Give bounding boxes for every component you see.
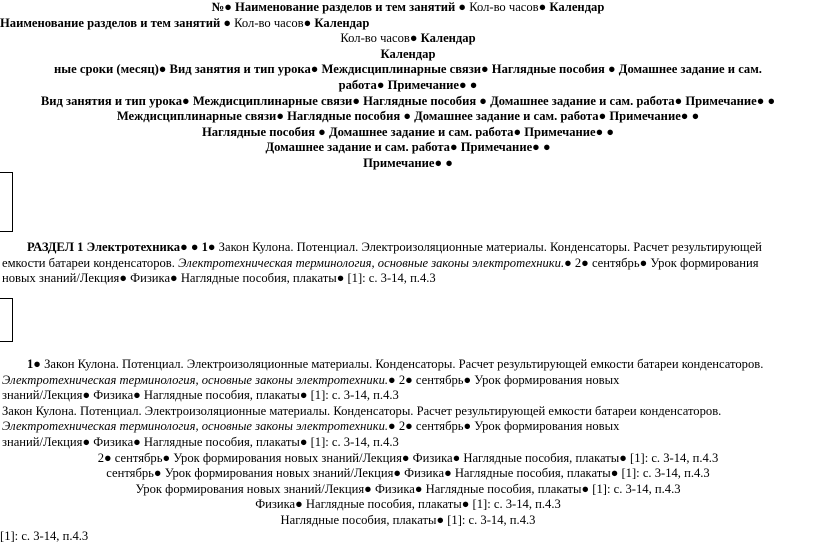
col-aids: Наглядные пособия (201, 124, 316, 139)
col-calendar: Календар (314, 15, 370, 30)
bullet-icon: ● (405, 419, 413, 434)
row-number: 1 (27, 357, 34, 371)
bullet-icon: ● (119, 271, 127, 286)
row-topic: Закон Кулона. Потенциал. Электроизоляционные материалы. Конденсаторы. Расчет результирующей емкости батареи конденсаторов. (44, 357, 764, 371)
row-aids: Наглядные пособия, плакаты (454, 466, 611, 481)
header-line-7 (0, 94, 816, 110)
row-line-8 (0, 466, 816, 482)
row-homework: [1]: с. 3-14, п.4.3 (472, 497, 561, 512)
col-homework: Домашнее задание и сам. работа (414, 109, 599, 124)
empty-table-cell (0, 298, 13, 342)
bullet-icon: ● (449, 140, 458, 155)
bullet-icon: ● (133, 388, 141, 403)
header-line-5 (0, 62, 816, 78)
bullet-icon: ● (388, 419, 396, 434)
row-subject: Физика (93, 388, 134, 403)
bullet-icon: ● (133, 435, 141, 449)
col-notes: Примечание (685, 93, 757, 108)
row-topic-italic: Электротехническая терминология, основные законы электротехники. (2, 419, 389, 434)
header-line-8 (0, 109, 816, 125)
col-hours: Кол-во часов (234, 15, 304, 30)
row-line-12 (0, 529, 816, 545)
row-subject: Физика (93, 435, 134, 449)
bullet-icon: ● (318, 124, 326, 139)
col-notes: Примечание (363, 156, 435, 170)
row-type: Урок формирования новых знаний/Лекция (135, 481, 365, 496)
bullet-icon: ● (82, 388, 91, 403)
col-links: Междисциплинарные связи (116, 109, 277, 124)
bullet-icon: ● (393, 466, 401, 481)
row-line-10 (0, 497, 816, 513)
bullet-icon: ● (595, 124, 604, 139)
row-hours: 2 (398, 372, 406, 387)
bullet-icon: ● (401, 450, 410, 465)
bullet-icon: ● (513, 124, 522, 139)
header-line-9 (0, 125, 816, 141)
row-line-7 (0, 451, 816, 467)
header-line-6 (0, 78, 816, 94)
bullet-icon: ● (674, 93, 683, 108)
section-aids: Наглядные пособия, плакаты (180, 271, 337, 286)
row-type: Урок формирования новых (474, 419, 620, 434)
row-topic: Закон Кулона. Потенциал. Электроизоляционные материалы. Конденсаторы. Расчет результирующей емкости батареи конденсаторов. (2, 403, 722, 418)
bullet-icon: ● (608, 62, 616, 77)
bullet-icon: ● (170, 271, 178, 286)
bullet-icon: ● (598, 109, 607, 124)
bullet-icon: ● (581, 255, 589, 270)
col-number: № (211, 0, 225, 14)
bullet-icon: ● (303, 15, 312, 30)
row-subject: Физика (255, 497, 296, 512)
header-line-4 (0, 47, 816, 63)
bullet-icon: ● (299, 435, 308, 449)
row-type: Урок формирования новых знаний/Лекция (164, 466, 394, 481)
row-homework: [1]: с. 3-14, п.4.3 (592, 481, 681, 496)
row-line-11 (0, 513, 816, 529)
row-homework: [1]: с. 3-14, п.4.3 (630, 450, 719, 465)
col-homework: Домашнее задание и сам. (618, 62, 762, 77)
row-month: сентябрь (415, 419, 464, 434)
row-homework: [1]: с. 3-14, п.4.3 (0, 528, 89, 543)
header-line-11 (0, 156, 816, 172)
bullet-icon: ● (33, 357, 41, 371)
section-type: Урок формирования (650, 255, 759, 270)
row-aids: Наглядные пособия, плакаты (425, 481, 582, 496)
empty-table-cell (0, 172, 13, 232)
row-hours: 2 (97, 450, 105, 465)
bullet-icon: ● (104, 450, 112, 465)
bullet-icon: ● (364, 481, 372, 496)
section-hours: 2 (574, 255, 582, 270)
section-topic: Закон Кулона. Потенциал. Электроизоляционные материалы. Конденсаторы. Расчет результирующей (218, 240, 762, 254)
col-calendar: Календар (549, 0, 605, 14)
bullet-icon: ● (158, 62, 167, 77)
row-line-4 (0, 404, 816, 420)
section-topic-cont: емкости батареи конденсаторов. (2, 255, 175, 270)
section-line-1 (0, 240, 816, 256)
row-line-3 (0, 388, 816, 404)
bullet-icon: ● (756, 93, 765, 108)
col-topic-name: Наименование разделов и тем занятий (0, 15, 221, 30)
row-aids: Наглядные пособия, плакаты (143, 435, 300, 449)
col-hours: Кол-во часов (469, 0, 539, 14)
row-aids: Наглядные пособия, плакаты (280, 513, 437, 527)
bullet-icon: ● (461, 497, 470, 512)
bullet-icon: ● (452, 450, 461, 465)
bullet-icon: ● (153, 466, 162, 481)
section-topic-italic: Электротехническая терминология, основные законы электротехники. (178, 255, 565, 270)
bullet-icon: ● (414, 481, 423, 496)
section-homework: [1]: с. 3-14, п.4.3 (347, 271, 436, 286)
row-aids: Наглядные пособия, плакаты (305, 497, 462, 512)
header-line-10 (0, 140, 816, 156)
bullet-icon: ● (180, 240, 188, 254)
bullet-icon: ● (388, 372, 396, 387)
row-homework: [1]: с. 3-14, п.4.3 (310, 435, 399, 449)
bullet-icon: ● (162, 450, 171, 465)
bullet-icon: ● (542, 140, 551, 155)
bullet-icon: ● (538, 0, 547, 14)
bullet-icon: ● (459, 78, 467, 92)
bullet-icon: ● (610, 466, 619, 481)
col-calendar: Календар (380, 46, 436, 61)
row-type: Урок формирования новых (474, 372, 620, 387)
row-month: сентябрь (415, 372, 464, 387)
bullet-icon: ● (276, 109, 284, 124)
col-lesson-type: Вид занятия и тип урока (40, 93, 183, 108)
bullet-icon: ● (619, 450, 627, 465)
bullet-icon: ● (223, 15, 231, 30)
row-homework: [1]: с. 3-14, п.4.3 (447, 513, 536, 527)
row-line-6 (0, 435, 816, 451)
header-line-2 (0, 16, 816, 32)
bullet-icon: ● (82, 435, 91, 449)
row-line-2 (0, 373, 816, 389)
row-homework: [1]: с. 3-14, п.4.3 (310, 388, 399, 403)
col-aids: Наглядные пособия (491, 62, 605, 77)
row-topic-italic: Электротехническая терминология, основные законы электротехники. (2, 372, 389, 387)
row-line-9 (0, 482, 816, 498)
bullet-icon: ● (190, 240, 199, 254)
row-aids: Наглядные пособия, плакаты (143, 388, 300, 403)
bullet-icon: ● (445, 156, 453, 170)
bullet-icon: ● (479, 93, 487, 108)
bullet-icon: ● (336, 271, 345, 286)
bullet-icon: ● (409, 31, 418, 46)
row-hours: 2 (398, 419, 406, 434)
bullet-icon: ● (376, 78, 385, 92)
col-links: Междисциплинарные связи (192, 93, 353, 108)
bullet-icon: ● (299, 388, 308, 403)
bullet-icon: ● (606, 124, 615, 139)
bullet-icon: ● (767, 93, 776, 108)
col-homework: Домашнее задание и сам. работа (328, 124, 514, 139)
row-subject: Физика (374, 481, 415, 496)
col-calendar: Календар (420, 31, 476, 46)
row-line-1 (0, 357, 816, 373)
bullet-icon: ● (444, 466, 452, 481)
col-aids: Наглядные пособия (363, 93, 477, 108)
bullet-icon: ● (581, 481, 590, 496)
col-homework: Домашнее задание и сам. работа (265, 140, 450, 155)
col-lesson-type: Вид занятия и тип урока (169, 62, 311, 77)
col-homework: Домашнее задание и сам. работа (490, 93, 675, 108)
col-notes: Примечание (387, 78, 459, 92)
bullet-icon: ● (434, 156, 443, 170)
bullet-icon: ● (295, 497, 303, 512)
col-notes: Примечание (460, 140, 533, 155)
section-line-2 (0, 256, 816, 272)
col-topic-name: Наименование разделов и тем занятий (235, 0, 456, 14)
header-line-3 (0, 31, 816, 47)
col-deadline: ные сроки (месяц) (54, 62, 159, 77)
bullet-icon: ● (532, 140, 540, 155)
bullet-icon: ● (639, 255, 648, 270)
row-homework: [1]: с. 3-14, п.4.3 (621, 466, 710, 481)
row-line-5 (0, 419, 816, 435)
bullet-icon: ● (463, 419, 472, 434)
row-month: сентябрь (114, 450, 163, 465)
row-subject: Физика (412, 450, 453, 465)
col-notes: Примечание (524, 124, 596, 139)
section-type-cont: новых знаний/Лекция (2, 271, 120, 286)
row-type: Урок формирования новых знаний/Лекция (173, 450, 402, 465)
bullet-icon: ● (403, 109, 411, 124)
bullet-icon: ● (469, 78, 478, 92)
col-aids: Наглядные пособия (287, 109, 401, 124)
bullet-icon: ● (458, 0, 467, 14)
row-type-cont: знаний/Лекция (2, 388, 83, 403)
bullet-icon: ● (691, 109, 700, 124)
section-subject: Физика (130, 271, 171, 286)
bullet-icon: ● (436, 513, 445, 527)
bullet-icon: ● (481, 62, 489, 77)
col-notes: Примечание (609, 109, 681, 124)
col-hours: Кол-во часов (340, 31, 410, 46)
section-line-3 (0, 271, 816, 287)
bullet-icon: ● (463, 372, 472, 387)
bullet-icon: ● (564, 255, 572, 270)
row-aids: Наглядные пособия, плакаты (463, 450, 620, 465)
section-number: 1 (201, 240, 208, 254)
bullet-icon: ● (405, 372, 413, 387)
section-month: сентябрь (591, 255, 640, 270)
bullet-icon: ● (352, 93, 360, 108)
row-month: сентябрь (106, 466, 154, 481)
row-subject: Физика (404, 466, 445, 481)
col-homework-cont: работа (338, 78, 377, 92)
col-links: Междисциплинарные связи (321, 62, 482, 77)
row-type-cont: знаний/Лекция (2, 435, 83, 449)
header-line-1 (0, 0, 816, 16)
bullet-icon: ● (182, 93, 190, 108)
bullet-icon: ● (207, 240, 216, 254)
bullet-icon: ● (310, 62, 319, 77)
section-title: РАЗДЕЛ 1 Электротехника (27, 240, 181, 254)
bullet-icon: ● (680, 109, 689, 124)
bullet-icon: ● (224, 0, 232, 14)
